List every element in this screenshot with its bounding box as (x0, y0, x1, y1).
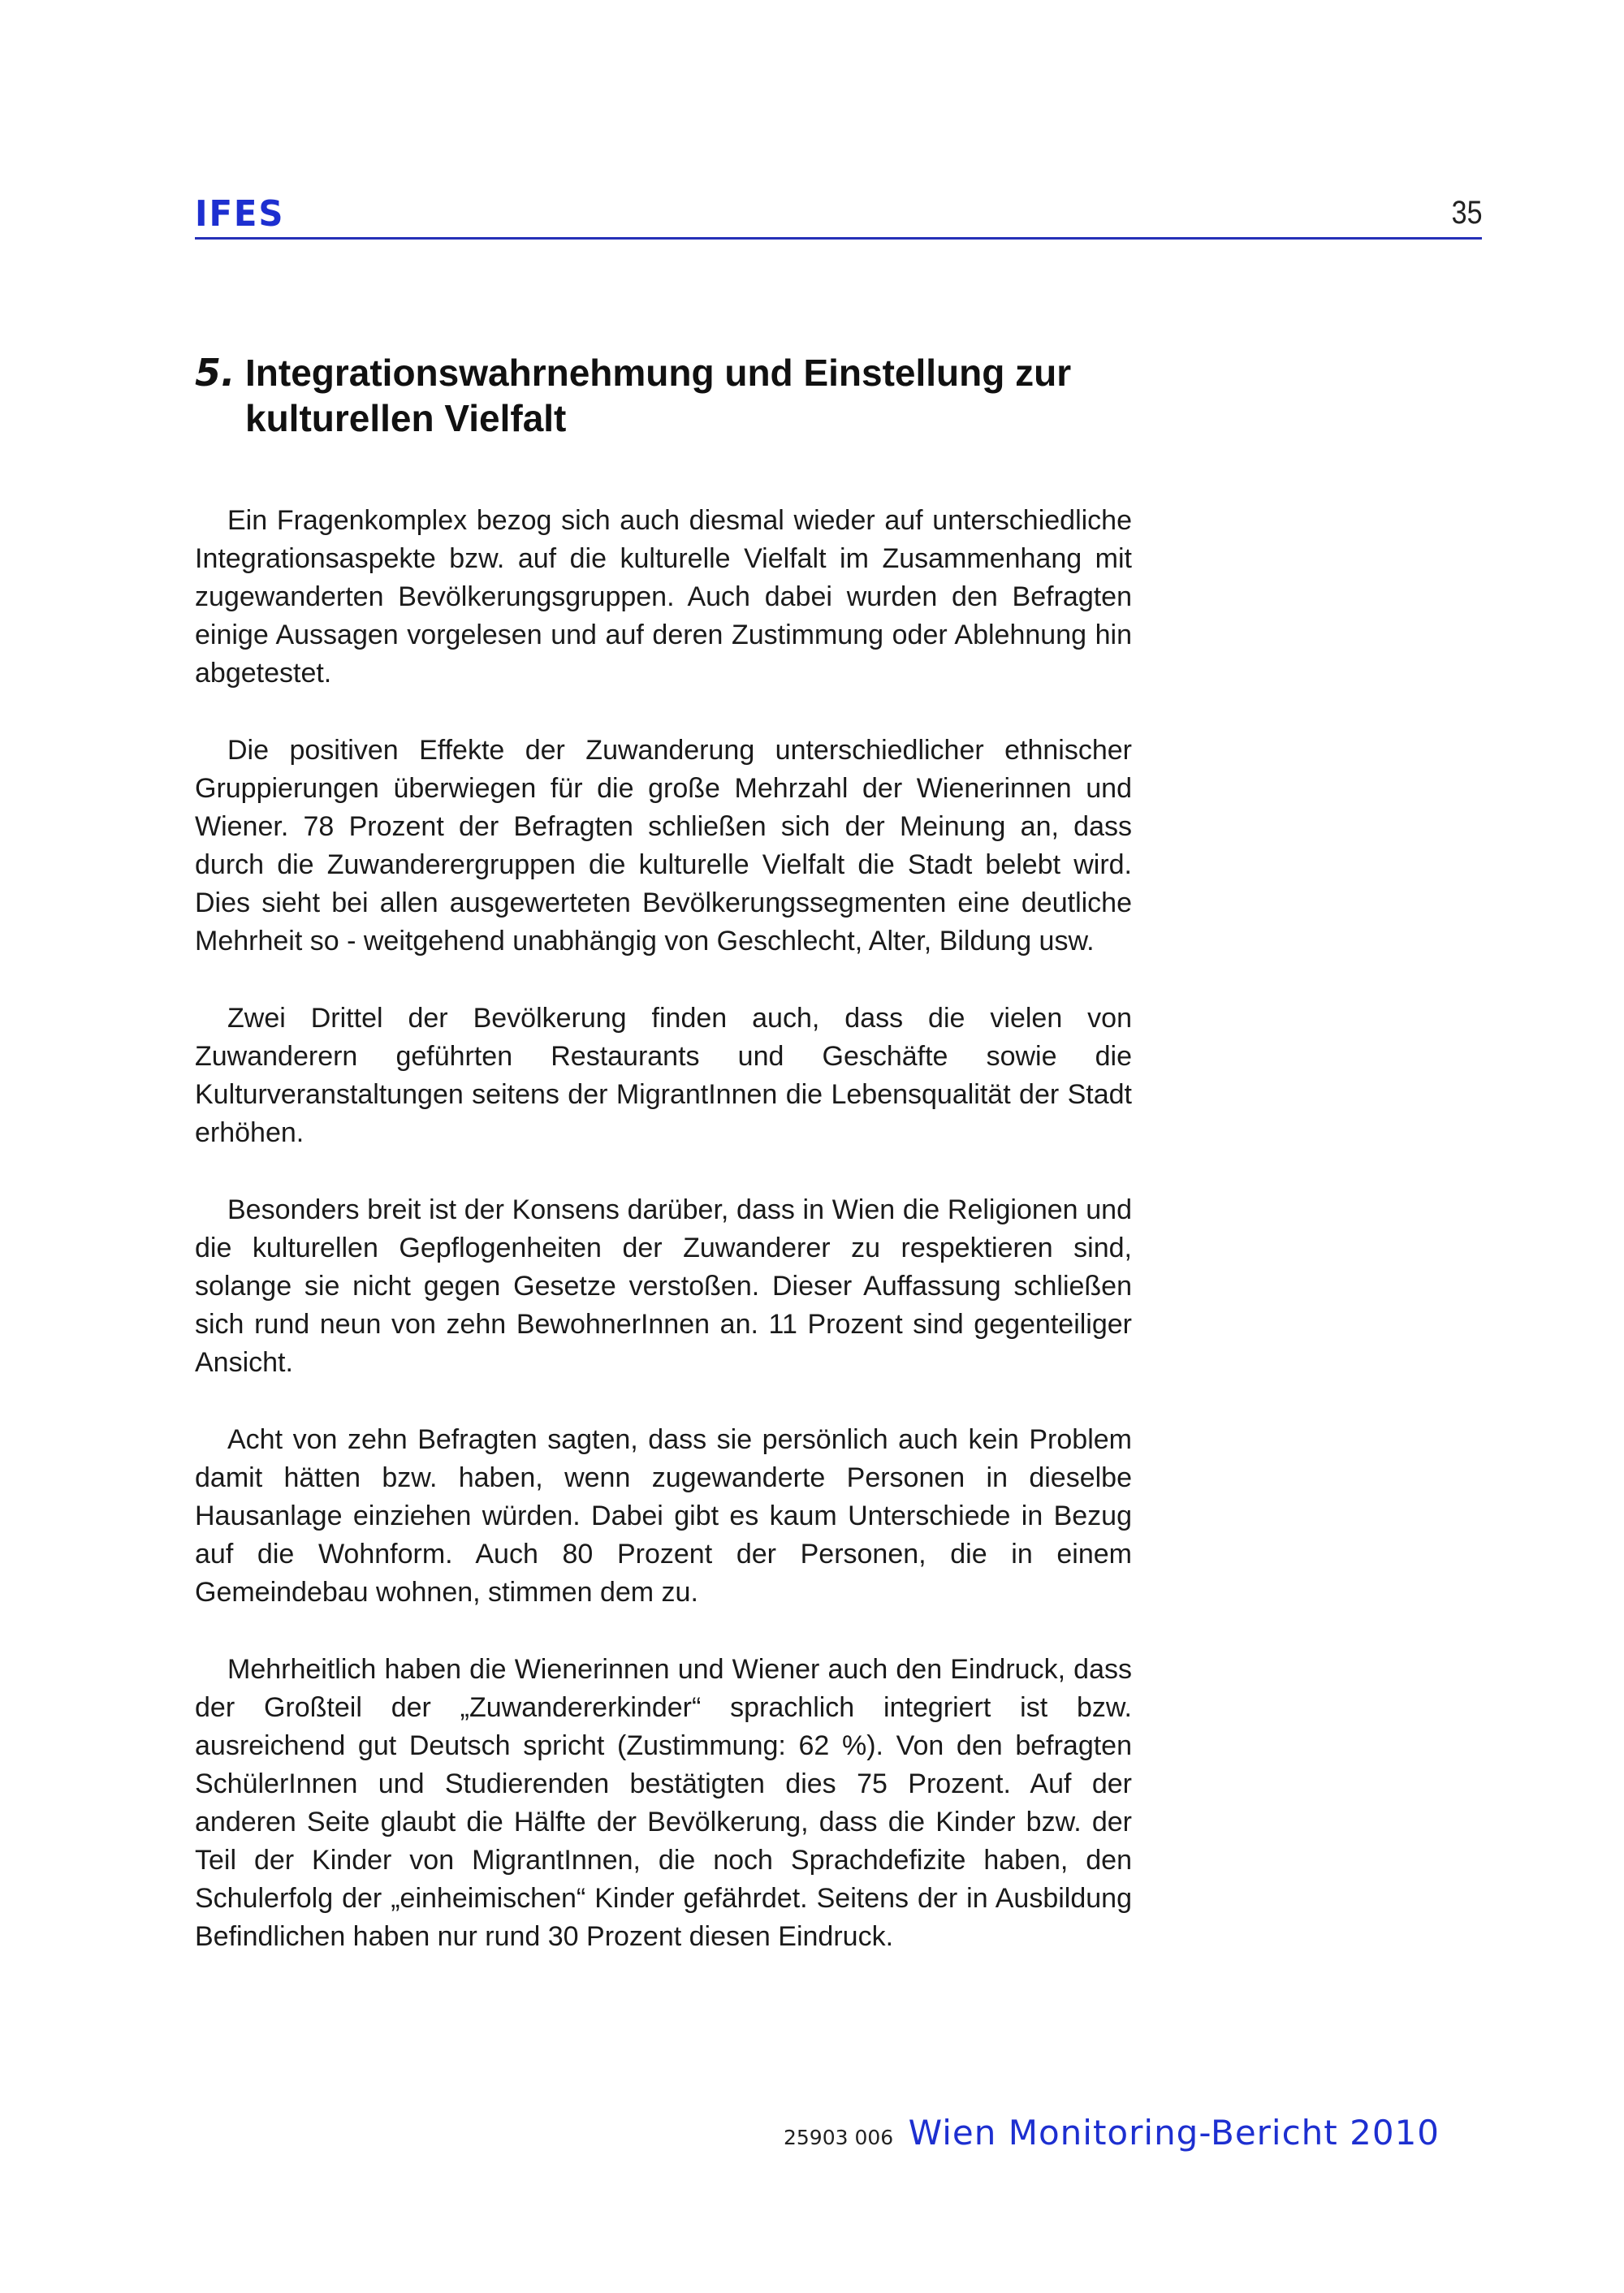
paragraph: Zwei Drittel der Bevölkerung finden auch, dass die vielen von Zuwanderern geführten Restaurants und Geschäfte sowie die Kulturveranstaltungen seitens der MigrantInnen die Lebensqualität der Stadt erhöhen. (195, 1003, 1132, 1148)
chapter-title-line-2: kulturellen Vielfalt (245, 396, 567, 439)
page-number: 35 (1451, 195, 1482, 231)
paragraph: Besonders breit ist der Konsens darüber, dass in Wien die Religionen und die kulturellen Gepflogenheiten der Zuwanderer zu respektieren sind, solange sie nicht gegen Gesetze verstoßen. Dieser Auffassung schließen sich rund neun von zehn BewohnerInnen an. 11 Prozent sind gegenteiliger Ansicht. (195, 1194, 1132, 1378)
paragraph: Ein Fragenkomplex bezog sich auch diesmal wieder auf unterschiedliche Integrationsaspekte bzw. auf die kulturelle Vielfalt im Zusammenhang mit zugewanderten Bevölkerungsgruppen. Auch dabei wurden den Befragten einige Aussagen vorgelesen und auf deren Zustimmung oder Ablehnung hin abgetestet. (195, 505, 1132, 689)
body-text (195, 502, 1132, 1995)
chapter-title-line-1: Integrationswahrnehmung und Einstellung zur (245, 351, 1072, 394)
paragraph: Acht von zehn Befragten sagten, dass sie persönlich auch kein Problem damit hätten bzw. haben, wenn zugewanderte Personen in dieselbe Hausanlage einziehen würden. Dabei gibt es kaum Unterschiede in Bezug auf die Wohnform. Auch 80 Prozent der Personen, die in einem Gemeindebau wohnen, stimmen dem zu. (195, 1424, 1132, 1608)
chapter-heading (195, 350, 1169, 441)
paragraph: Die positiven Effekte der Zuwanderung unterschiedlicher ethnischer Gruppierungen überwiegen für die große Mehrzahl der Wienerinnen und Wiener. 78 Prozent der Befragten schließen sich der Meinung an, dass durch die Zuwanderergruppen die kulturelle Vielfalt die Stadt belebt wird. Dies sieht bei allen ausgewerteten Bevölkerungssegmenten eine deutliche Mehrheit so - weitgehend unabhängig von Geschlecht, Alter, Bildung usw. (195, 735, 1132, 956)
paragraph: Mehrheitlich haben die Wienerinnen und Wiener auch den Eindruck, dass der Großteil der „Zuwandererkinder“ sprachlich integriert ist bzw. ausreichend gut Deutsch spricht (Zustimmung: 62 %). Von den befragten SchülerInnen und Studierenden bestätigten dies 75 Prozent. Auf der anderen Seite glaubt die Hälfte der Bevölkerung, dass die Kinder bzw. der Teil der Kinder von MigrantInnen, die noch Sprachdefizite haben, den Schulerfolg der „einheimischen“ Kinder gefährdet. Seitens der in Ausbildung Befindlichen haben nur rund 30 Prozent diesen Eindruck. (195, 1654, 1132, 1952)
report-title: Wien Monitoring-Bericht 2010 (908, 2113, 1440, 2153)
report-code: 25903 006 (784, 2126, 894, 2149)
page-footer (784, 2113, 1440, 2153)
chapter-number: 5. (195, 350, 235, 395)
ifes-logo: IFES (195, 193, 285, 235)
page-header (195, 192, 1482, 240)
